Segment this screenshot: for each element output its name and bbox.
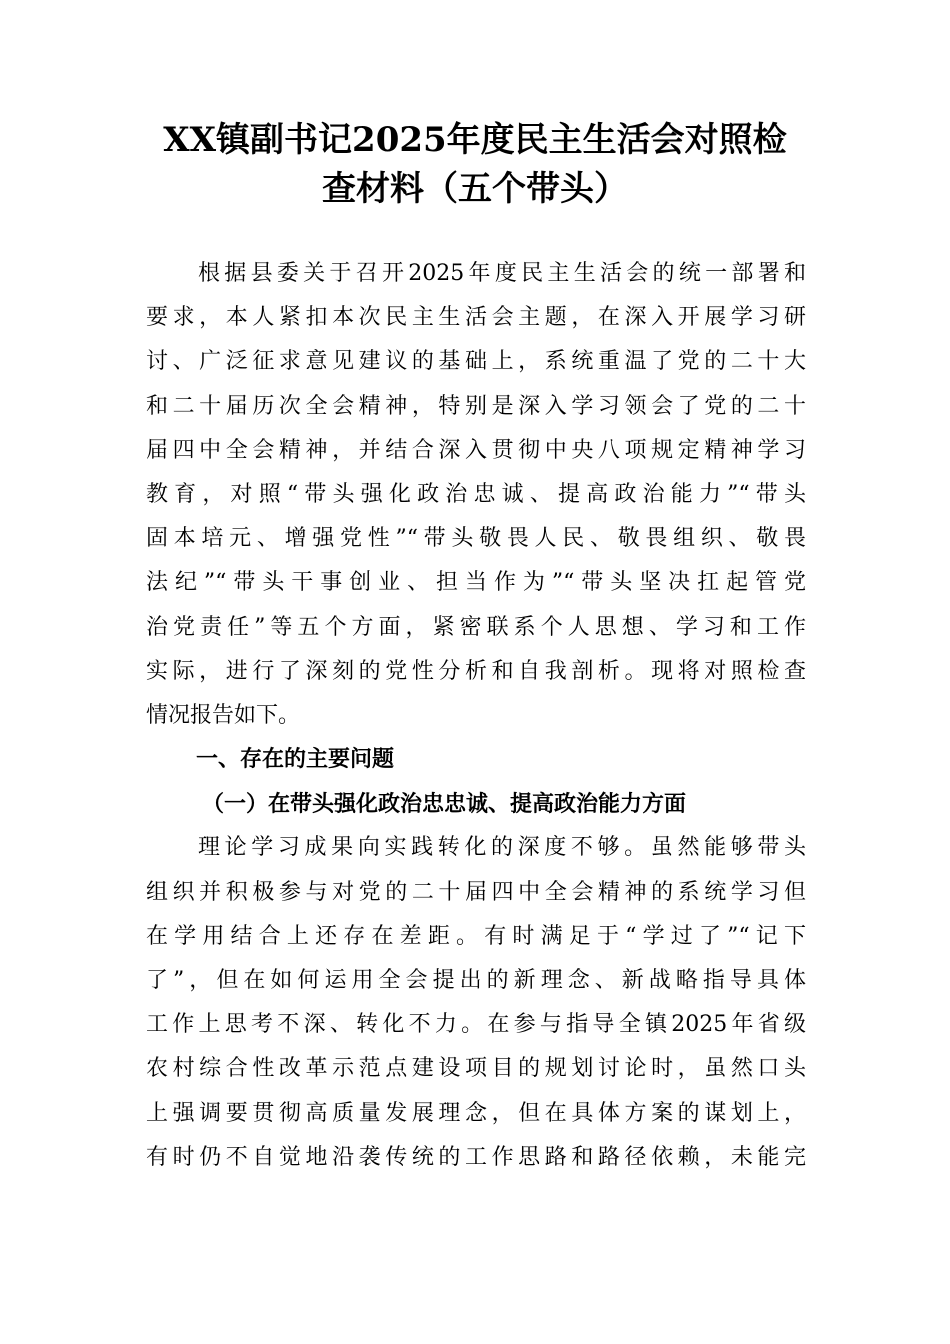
document-title bbox=[120, 116, 830, 214]
paragraph-line: 实际，进行了深刻的党性分析和自我剖析。现将对照检查 bbox=[146, 658, 806, 684]
paragraph-line: 治党责任”等五个方面，紧密联系个人思想、学习和工作 bbox=[146, 614, 806, 640]
section-heading: 一、存在的主要问题 bbox=[196, 747, 395, 773]
document-body bbox=[146, 252, 806, 1180]
paragraph-line: 要求，本人紧扣本次民主生活会主题，在深入开展学习研 bbox=[146, 305, 806, 331]
paragraph-line: 了”，但在如何运用全会提出的新理念、新战略指导具体 bbox=[146, 968, 806, 993]
paragraph-line: 届四中全会精神，并结合深入贯彻中央八项规定精神学习 bbox=[146, 437, 806, 463]
paragraph-line: 根据县委关于召开2025年度民主生活会的统一部署和 bbox=[198, 261, 806, 286]
paragraph-line: 工作上思考不深、转化不力。在参与指导全镇2025年省级 bbox=[146, 1012, 806, 1038]
subsection-heading: （一）在带头强化政治忠忠诚、提高政治能力方面 bbox=[202, 791, 687, 818]
paragraph-line: 法纪”“带头干事创业、担当作为”“带头坚决扛起管党 bbox=[146, 570, 806, 596]
paragraph-line: 理论学习成果向实践转化的深度不够。虽然能够带头 bbox=[198, 835, 806, 861]
paragraph-line: 在学用结合上还存在差距。有时满足于“学过了”“记下 bbox=[146, 923, 806, 949]
paragraph-line: 讨、广泛征求意见建议的基础上，系统重温了党的二十大 bbox=[146, 349, 806, 375]
paragraph-line: 固本培元、增强党性”“带头敬畏人民、敬畏组织、敬畏 bbox=[146, 526, 806, 552]
title-line-2: 查材料（五个带头） bbox=[322, 169, 628, 209]
paragraph-line: 有时仍不自觉地沿袭传统的工作思路和路径依赖，未能完 bbox=[146, 1144, 806, 1170]
paragraph-line: 组织并积极参与对党的二十届四中全会精神的系统学习但 bbox=[146, 879, 806, 905]
paragraph-line: 教育，对照“带头强化政治忠诚、提高政治能力”“带头 bbox=[146, 481, 806, 507]
paragraph-line: 和二十届历次全会精神，特别是深入学习领会了党的二十 bbox=[146, 393, 806, 419]
paragraph-line: 情况报告如下。 bbox=[146, 702, 301, 728]
paragraph-line: 上强调要贯彻高质量发展理念，但在具体方案的谋划上， bbox=[146, 1100, 806, 1126]
paragraph-line: 农村综合性改革示范点建设项目的规划讨论时，虽然口头 bbox=[146, 1056, 806, 1082]
title-line-1: XX镇副书记2025年度民主生活会对照检 bbox=[163, 120, 787, 160]
